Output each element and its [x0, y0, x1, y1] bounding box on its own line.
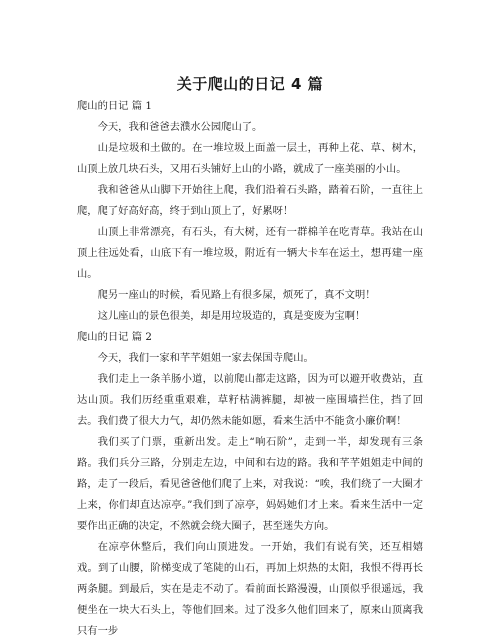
paragraph: 我们买了门票，重新出发。走上“响石阶”，走到一半，却发现有三条路。我们兵分三路，分别走左边，中间和右边的路。我和芊芊姐姐走中间的路，走了一段后，看见爸爸他们爬了上来，对我说：“唉，我们绕了一大圈才上来，你们却直达凉亭。”我们到了凉亭，妈妈她们才上来。看来生活中一定要作出正确的决定，不然就会绕大圈子，甚至迷失方向。: [77, 436, 423, 532]
paragraph: 这儿座山的景色很美，却是用垃圾造的，真是变废为宝啊！: [97, 310, 366, 322]
paragraph: 山顶上非常漂亮，有石头，有大树，还有一群棉羊在吃青草。我站在山顶上往远处看，山底下有一堆垃圾，附近有一辆大卡车在运土，想再建一座山。: [77, 226, 423, 280]
paragraph: 今天，我和爸爸去濮水公园爬山了。: [97, 121, 263, 133]
paragraph: 我和爸爸从山脚下开始往上爬，我们沿着石头路，踏着石阶，一直往上爬，爬了好高好高，终于到山顶上了，好累呀！: [77, 184, 423, 217]
paragraph: 山是垃圾和土做的。在一堆垃圾上面盖一层土，再种上花、草、树木，山顶上放几块石头，又用石头铺好上山的小路，就成了一座美丽的小山。: [77, 142, 423, 175]
paragraph: 今天，我们一家和芊芊姐姐一家去保国寺爬山。: [97, 352, 314, 364]
document-title: 关于爬山的日记 4 篇: [176, 75, 324, 93]
document-body: [77, 96, 423, 642]
section-heading: 爬山的日记 篇 2: [77, 331, 152, 343]
paragraph: 爬另一座山的时候，看见路上有很多屎，烦死了，真不文明！: [97, 289, 376, 301]
diary-section-2: [77, 327, 423, 642]
paragraph: 在凉亭休整后，我们向山顶进发。一开始，我们有说有笑，还互相嬉戏。到了山腰，阶梯变成了笔陡的山石，再加上炽热的太阳，我恨不得再长两条腿。到最后，实在是走不动了。看前面长路漫漫，山顶似乎很遥远，我便坐在一块大石头上，等他们回来。过了没多久他们回来了，原来山顶离我只有一步: [77, 541, 423, 637]
diary-section-1: [77, 96, 423, 327]
paragraph: 我们走上一条羊肠小道，以前爬山都走这路，因为可以避开收费站，直达山顶。我们历经重重艰难，草籽枯满裤腿，却被一座围墙拦住，挡了回去。我们费了很大力气，却仍然未能如愿，看来生活中不能贪小廉价啊！: [77, 373, 423, 427]
section-heading: 爬山的日记 篇 1: [77, 100, 152, 112]
